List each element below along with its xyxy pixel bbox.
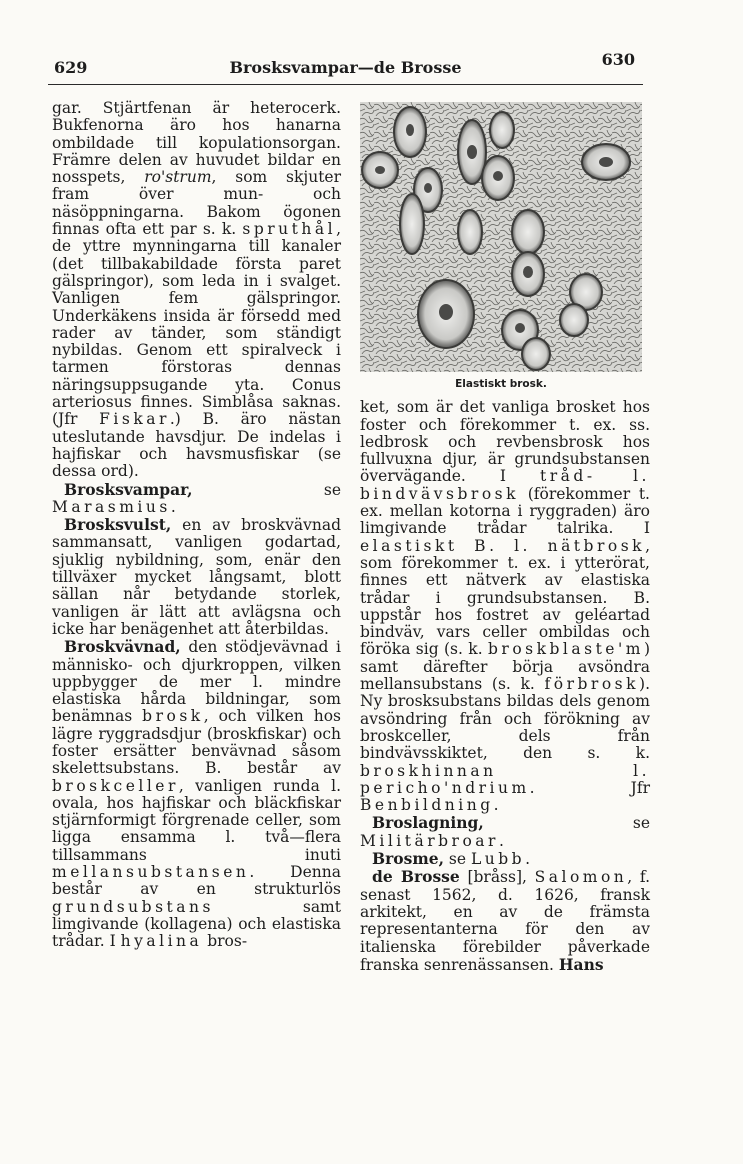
headword: Brosksvulst, (64, 515, 172, 535)
left-column (52, 100, 341, 951)
running-title: Brosksvampar—de Brosse (229, 58, 462, 77)
entry-broslagning: Broslagning, se Militärbroar. (360, 813, 650, 850)
cross-reference: Marasmius (52, 497, 171, 516)
right-column (360, 102, 650, 974)
headword: de Brosse (372, 867, 460, 887)
entry-broskvavnad: Broskvävnad, den stödjevävnad i människo- och djurkroppen, vilken uppbygger de mer l. mindre elastiska hårda bildningar, som benämnas brosk, och vilken hos lägre ryggradsdjur (broskfiskar) och foster ersätter benvävnad såsom skelettsubstans. B. består av broskceller, vanligen runda l. ovala, hos hajfiskar och bläckfiskar stjärnformigt förgrenade celler, som ligga ensamma l. två—flera tillsammans inuti mellansubstansen. Denna består av en strukturlös grundsubstans samt limgivande (kollagena) och elastiska trådar. I hyalina bros- (52, 637, 341, 951)
entry-brosme: Brosme, se Lubb. (372, 849, 531, 869)
entry-de-brosse: de Brosse [bråss], Salomon, f. senast 1562, d. 1626, fransk arkitekt, en av de främsta representanterna för den av italienska förebilder påverkade franska senrenässansen. Hans (360, 867, 651, 974)
page-number-left: 629 (54, 58, 88, 77)
headword: Brosme, (372, 849, 444, 869)
headword: Broslagning, (372, 813, 484, 833)
headword: Brosksvampar, (64, 479, 193, 499)
cross-reference: Militärbroar (360, 831, 499, 850)
cross-reference: Lubb (470, 850, 526, 869)
paragraph-hajar-continued: gar. Stjärtfenan är heterocerk. Bukfenorna äro hos hanarna ombildade till kopulationsorgan. Främre delen av huvudet bildar en nosspets, ro'strum, som skjuter fram över mun- och näsöppningarna. Bakom ögonen finnas ofta ett par s. k. spruthål, de yttre mynningarna till kanaler (det tillbakabildade första paret gälspringor), som leda in i svalget. Vanligen fem gälspringor. Underkäkens insida är försedd med rader av tänder, som ständigt nybildas. Genom ett spiralveck i tarmen förstoras dennas näringsuppsugande yta. Conus arteriosus finnes. Simblåsa saknas. (Jfr Fiskar.) B. äro nästan uteslutande havsdjur. De indelas i hajfiskar och havsmusfiskar (se dessa ord). (52, 99, 342, 481)
figure-caption: Elastiskt brosk. (455, 378, 547, 390)
figure-elastic-cartilage (360, 102, 642, 393)
paragraph-broskvavnad-continued: ket, som är det vanliga brosket hos foster och förekommer t. ex. ss. ledbrosk och revbensbrosk hos fullvuxna djur, är grundsubstansen övervägande. I tråd- l. bindvävsbrosk (förekommer t. ex. mellan kotorna i ryggraden) äro limgivande trådar talrika. I elastiskt B. l. nätbrosk, som förekommer t. ex. i ytterörat, finnes ett nätverk av elastiska trådar i grundsubstansen. B. uppstår hos fostret av geléartad bindväv, vars celler ombildas och föröka sig (s. k. broskblaste'm) samt därefter börja avsöndra mellansubstans (s. k. förbrosk). Ny brosksubstans bildas dels genom avsöndring från och förökning av broskceller, dels från bindvävsskiktet, den s. k. broskhinnan l. pericho'ndrium. Jfr Benbildning. (360, 398, 650, 815)
page-number-right: 630 (601, 50, 635, 69)
micrograph-image (360, 102, 642, 372)
headword: Broskvävnad, (64, 637, 181, 657)
entry-brosksvulst: Brosksvulst, en av broskvävnad sammansatt, vanligen godartad, sjuklig nybildning, som, enär den tillväxer mycket långsamt, blott sällan når betydande storlek, vanligen är lätt att avlägsna och icke har benägenhet att återbildas. (52, 515, 341, 638)
page-header (48, 50, 643, 85)
entry-brosksvampar: Brosksvampar, se Marasmius. (52, 479, 341, 516)
